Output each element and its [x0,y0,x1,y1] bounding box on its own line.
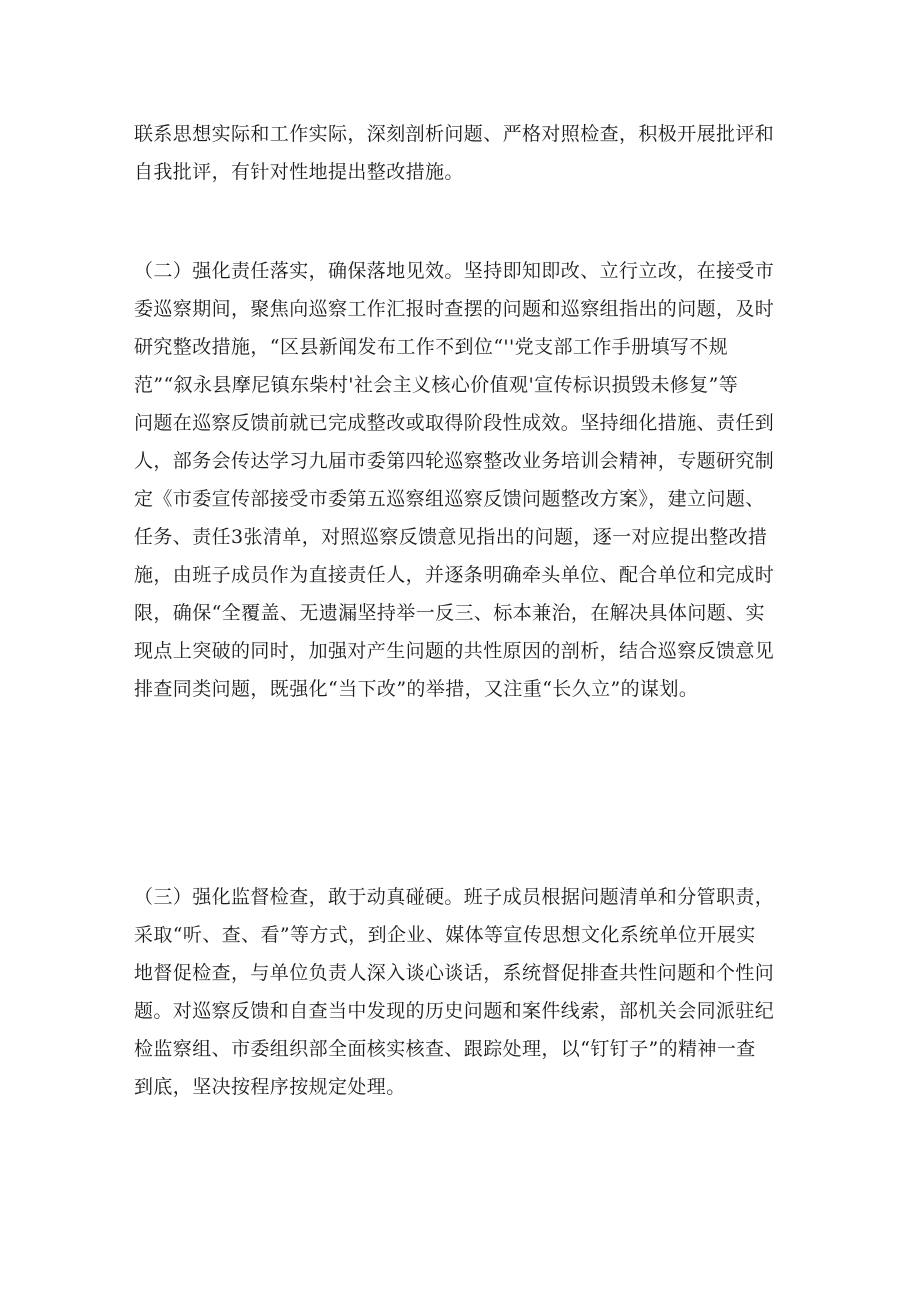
text-line: 任务、责任3张清单，对照巡察反馈意见指出的问题，逐一对应提出整改措 [134,526,768,548]
text-line: 问题在巡察反馈前就已完成整改或取得阶段性成效。坚持细化措施、责任到 [134,412,775,434]
text-line: 自我批评，有针对性地提出整改措施。 [134,161,464,183]
text-line: 采取“听、查、看”等方式，到企业、媒体等宣传思想文化系统单位开展实 [134,924,756,946]
text-line: 联系思想实际和工作实际，深刻剖析问题、严格对照检查，积极开展批评和 [134,123,775,145]
text-line: 地督促检查，与单位负责人深入谈心谈话，系统督促排查共性问题和个性问 [134,962,775,984]
text-line: 定《市委宣传部接受市委第五巡察组巡察反馈问题整改方案》，建立问题、 [134,488,765,510]
text-line: 研究整改措施，“区县新闻发布工作不到位“''党支部工作手册填写不规 [134,336,729,358]
text-line: 限，确保“全覆盖、无遗漏坚持举一反三、标本兼治，在解决具体问题、实 [134,602,765,624]
text-line: 人，部务会传达学习九届市委第四轮巡察整改业务培训会精神，专题研究制 [134,450,775,472]
text-line: 施，由班子成员作为直接责任人，并逐条明确牵头单位、配合单位和完成时 [134,564,775,586]
text-line: 到底，坚决按程序按规定处理。 [134,1076,406,1098]
section-heading-line: （二）强化责任落实，确保落地见效。坚持即知即改、立行立改，在接受市 [134,260,775,282]
text-line: 排查同类问题，既强化“当下改”的举措，又注重“长久立”的谋划。 [134,678,699,700]
text-line: 检监察组、市委组织部全面核实核查、跟踪处理，以“钉钉子”的精神一查 [134,1038,756,1060]
paragraph-section-2 [134,252,794,708]
paragraph-section-3 [134,878,794,1106]
section-heading-line: （三）强化监督检查，敢于动真碰硬。班子成员根据问题清单和分管职责， [134,886,775,908]
paragraph-intro [134,115,794,191]
text-line: 委巡察期间，聚焦向巡察工作汇报时查摆的问题和巡察组指出的问题，及时 [134,298,775,320]
text-line: 现点上突破的同时，加强对产生问题的共性原因的剖析，结合巡察反馈意见 [134,640,775,662]
text-line: 题。对巡察反馈和自查当中发现的历史问题和案件线索，部机关会同派驻纪 [134,1000,775,1022]
text-line: 范”“叙永县摩尼镇东柴村'社会主义核心价值观'宣传标识损毁未修复”等 [134,374,739,396]
